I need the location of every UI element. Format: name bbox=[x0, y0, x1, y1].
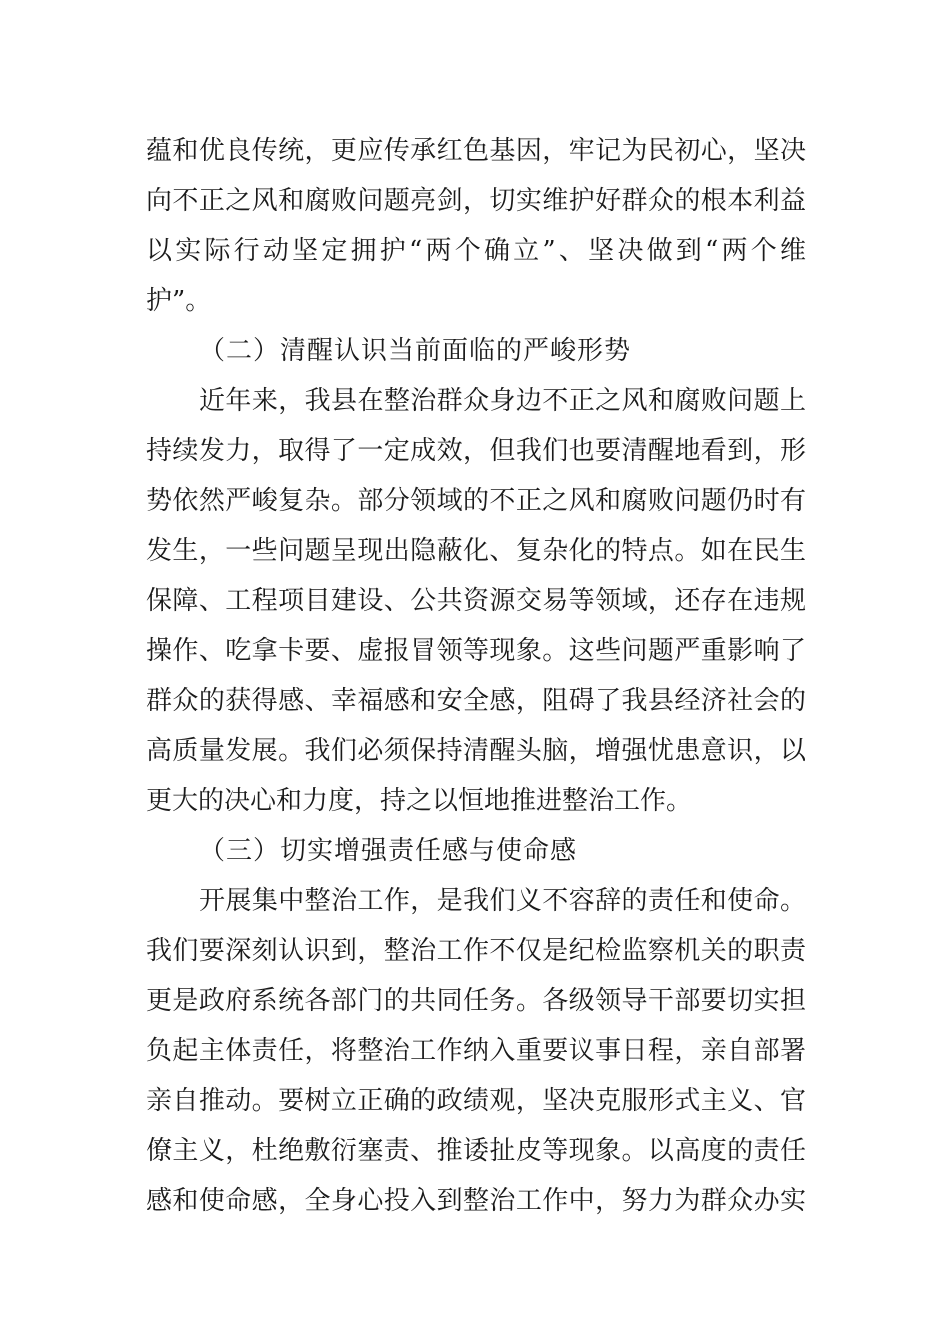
body-text-line: 势依然严峻复杂。部分领域的不正之风和腐败问题仍时有 bbox=[146, 486, 806, 516]
paragraph-first-line: 开展集中整治工作，是我们义不容辞的责任和使命。 bbox=[199, 886, 806, 916]
body-text-line: 更是政府系统各部门的共同任务。各级领导干部要切实担 bbox=[146, 986, 806, 1016]
body-text-line: 持续发力，取得了一定成效，但我们也要清醒地看到，形 bbox=[146, 436, 806, 466]
body-text-line: 向不正之风和腐败问题亮剑，切实维护好群众的根本利益 bbox=[146, 186, 806, 216]
section-heading-3: （三）切实增强责任感与使命感 bbox=[199, 836, 578, 866]
body-text-line: 操作、吃拿卡要、虚报冒领等现象。这些问题严重影响了 bbox=[146, 636, 806, 666]
body-text-line: 亲自推动。要树立正确的政绩观，坚决克服形式主义、官 bbox=[146, 1086, 806, 1116]
paragraph-first-line: 近年来，我县在整治群众身边不正之风和腐败问题上 bbox=[199, 386, 806, 416]
body-text-line: 发生，一些问题呈现出隐蔽化、复杂化的特点。如在民生 bbox=[146, 536, 806, 566]
body-text-line: 群众的获得感、幸福感和安全感，阻碍了我县经济社会的 bbox=[146, 686, 806, 716]
section-heading-2: （二）清醒认识当前面临的严峻形势 bbox=[199, 336, 632, 366]
body-text-line: 僚主义，杜绝敷衍塞责、推诿扯皮等现象。以高度的责任 bbox=[146, 1136, 806, 1166]
body-text-line: 负起主体责任，将整治工作纳入重要议事日程，亲自部署 bbox=[146, 1036, 806, 1066]
body-text-line: 感和使命感，全身心投入到整治工作中，努力为群众办实 bbox=[146, 1186, 806, 1216]
body-text-line: 蕴和优良传统，更应传承红色基因，牢记为民初心，坚决 bbox=[146, 136, 806, 166]
body-text-line: 我们要深刻认识到，整治工作不仅是纪检监察机关的职责 bbox=[146, 936, 806, 966]
body-text-line: 以实际行动坚定拥护“两个确立”、坚决做到“两个维 bbox=[146, 236, 806, 266]
body-text-line: 高质量发展。我们必须保持清醒头脑，增强忧患意识，以 bbox=[146, 736, 806, 766]
body-text-line: 保障、工程项目建设、公共资源交易等领域，还存在违规 bbox=[146, 586, 806, 616]
body-text-line: 更大的决心和力度，持之以恒地推进整治工作。 bbox=[146, 786, 693, 816]
body-text-line: 护”。 bbox=[146, 286, 212, 316]
